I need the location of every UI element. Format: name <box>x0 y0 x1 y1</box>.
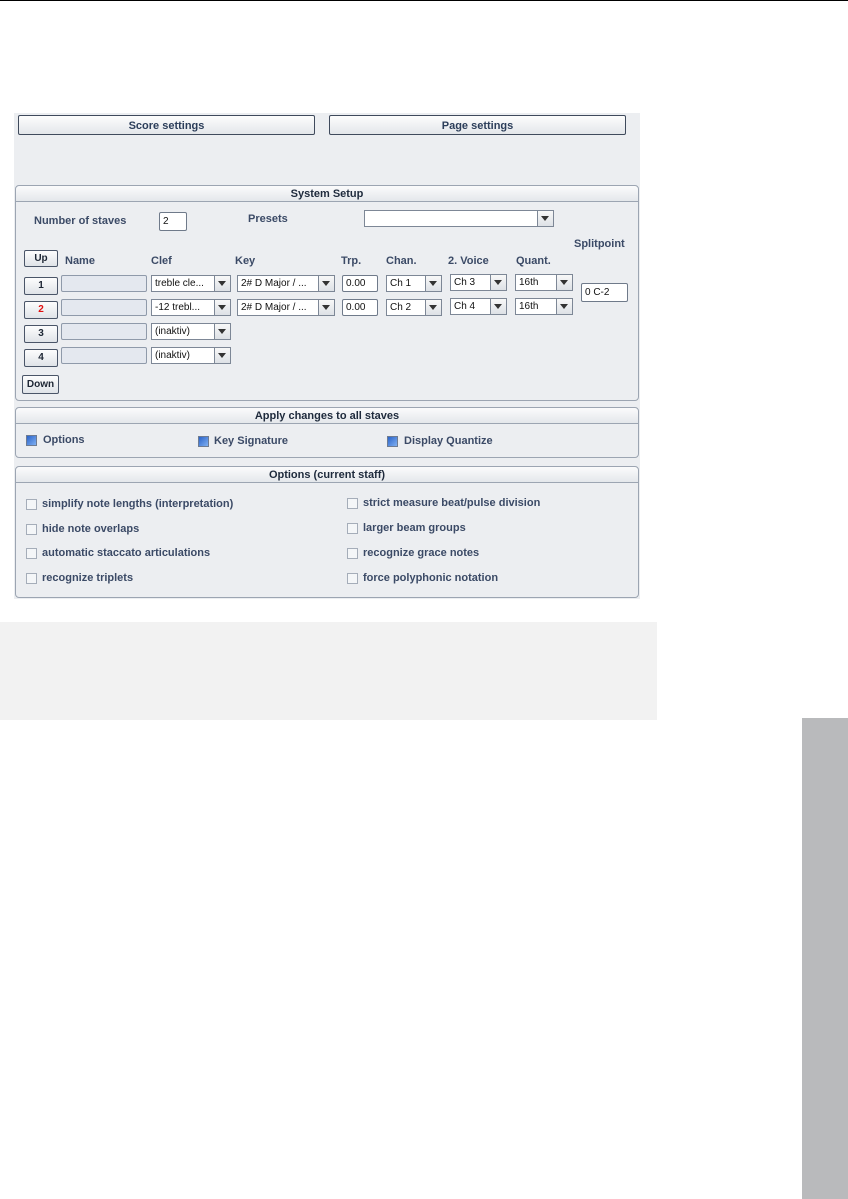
chevron-down-icon[interactable] <box>214 276 230 291</box>
staff-button-2[interactable]: 2 <box>24 301 58 319</box>
clef-select[interactable] <box>151 323 231 340</box>
key-signature-checkbox[interactable] <box>198 436 209 447</box>
chevron-down-icon[interactable] <box>425 300 441 315</box>
larger-beam-groups-checkbox[interactable] <box>347 523 358 534</box>
clef-select[interactable] <box>151 347 231 364</box>
page-settings-button[interactable]: Page settings <box>329 115 626 135</box>
clef-select[interactable] <box>151 275 231 292</box>
staff-name-field[interactable] <box>61 275 147 292</box>
channel-select[interactable] <box>386 275 442 292</box>
apply-changes-group <box>15 407 639 458</box>
staff-options-title: Options (current staff) <box>16 467 638 483</box>
channel-value: Ch 1 <box>390 278 412 289</box>
chevron-down-icon[interactable] <box>214 348 230 363</box>
polyphonic-checkbox[interactable] <box>347 573 358 584</box>
clef-header: Clef <box>151 255 172 267</box>
hide-note-overlaps-checkbox[interactable] <box>26 524 37 535</box>
score-settings-button[interactable]: Score settings <box>18 115 315 135</box>
chevron-down-icon[interactable] <box>556 275 572 290</box>
polyphonic-label: force polyphonic notation <box>363 572 499 584</box>
apply-changes-title: Apply changes to all staves <box>16 408 638 424</box>
channel-select[interactable] <box>386 299 442 316</box>
chevron-down-icon[interactable] <box>425 276 441 291</box>
key-select[interactable] <box>237 275 335 292</box>
channel-value: Ch 2 <box>390 302 412 313</box>
simplify-note-lengths-checkbox[interactable] <box>26 499 37 510</box>
staff-name-field[interactable] <box>61 323 147 340</box>
key-signature-label: Key Signature <box>214 435 288 447</box>
system-setup-group <box>15 185 639 401</box>
voice-value: Ch 4 <box>454 301 476 312</box>
chevron-down-icon[interactable] <box>490 275 506 290</box>
transpose-field[interactable]: 0.00 <box>342 299 378 316</box>
chevron-down-icon[interactable] <box>214 324 230 339</box>
clef-select[interactable] <box>151 299 231 316</box>
clef-value: (inaktiv) <box>155 350 191 361</box>
quant-value: 16th <box>519 301 539 312</box>
simplify-note-lengths-label: simplify note lengths (interpretation) <box>42 498 234 510</box>
grace-notes-checkbox[interactable] <box>347 548 358 559</box>
staves-count-field[interactable]: 2 <box>159 212 187 231</box>
move-up-button[interactable]: Up <box>24 250 58 267</box>
page-rule <box>0 0 848 1</box>
chevron-down-icon[interactable] <box>318 276 334 291</box>
chan-header: Chan. <box>386 255 417 267</box>
clef-value: treble cle... <box>155 278 204 289</box>
key-value: 2# D Major / ... <box>241 278 307 289</box>
chevron-down-icon[interactable] <box>318 300 334 315</box>
presets-label: Presets <box>248 213 288 225</box>
move-down-button[interactable]: Down <box>22 375 59 394</box>
chevron-down-icon[interactable] <box>537 211 553 226</box>
transpose-field[interactable]: 0.00 <box>342 275 378 292</box>
staff-button-1[interactable]: 1 <box>24 277 58 295</box>
options-checkbox-label: Options <box>43 434 85 446</box>
staves-label: Number of staves <box>34 215 127 227</box>
quant-header: Quant. <box>516 255 551 267</box>
voice-select[interactable] <box>450 274 507 291</box>
clef-value: -12 trebl... <box>155 302 201 313</box>
voice-value: Ch 3 <box>454 277 476 288</box>
chevron-down-icon[interactable] <box>556 299 572 314</box>
triplets-checkbox[interactable] <box>26 573 37 584</box>
key-select[interactable] <box>237 299 335 316</box>
options-checkbox[interactable] <box>26 435 37 446</box>
staff-options-group <box>15 466 639 598</box>
strict-measure-checkbox[interactable] <box>347 498 358 509</box>
triplets-label: recognize triplets <box>42 572 134 584</box>
side-tab <box>802 718 848 1199</box>
staff-name-field[interactable] <box>61 299 147 316</box>
clef-value: (inaktiv) <box>155 326 191 337</box>
splitpoint-field[interactable]: 0 C-2 <box>581 283 628 302</box>
chevron-down-icon[interactable] <box>490 299 506 314</box>
voice-select[interactable] <box>450 298 507 315</box>
grace-notes-label: recognize grace notes <box>363 547 480 559</box>
strict-measure-label: strict measure beat/pulse division <box>363 497 541 509</box>
trp-header: Trp. <box>341 255 362 267</box>
caption-box <box>0 622 657 720</box>
system-setup-title: System Setup <box>16 186 638 202</box>
voice-header: 2. Voice <box>448 255 489 267</box>
staff-button-4[interactable]: 4 <box>24 349 58 367</box>
staccato-label: automatic staccato articulations <box>42 547 211 559</box>
splitpoint-label: Splitpoint <box>574 238 625 250</box>
score-settings-dialog <box>14 113 640 599</box>
hide-note-overlaps-label: hide note overlaps <box>42 523 140 535</box>
quant-select[interactable] <box>515 298 573 315</box>
staff-name-field[interactable] <box>61 347 147 364</box>
chevron-down-icon[interactable] <box>214 300 230 315</box>
presets-select[interactable] <box>364 210 554 227</box>
key-header: Key <box>235 255 256 267</box>
display-quantize-label: Display Quantize <box>404 435 493 447</box>
quant-value: 16th <box>519 277 539 288</box>
staff-button-3[interactable]: 3 <box>24 325 58 343</box>
display-quantize-checkbox[interactable] <box>387 436 398 447</box>
larger-beam-groups-label: larger beam groups <box>363 522 466 534</box>
key-value: 2# D Major / ... <box>241 302 307 313</box>
name-header: Name <box>65 255 95 267</box>
staccato-checkbox[interactable] <box>26 548 37 559</box>
quant-select[interactable] <box>515 274 573 291</box>
